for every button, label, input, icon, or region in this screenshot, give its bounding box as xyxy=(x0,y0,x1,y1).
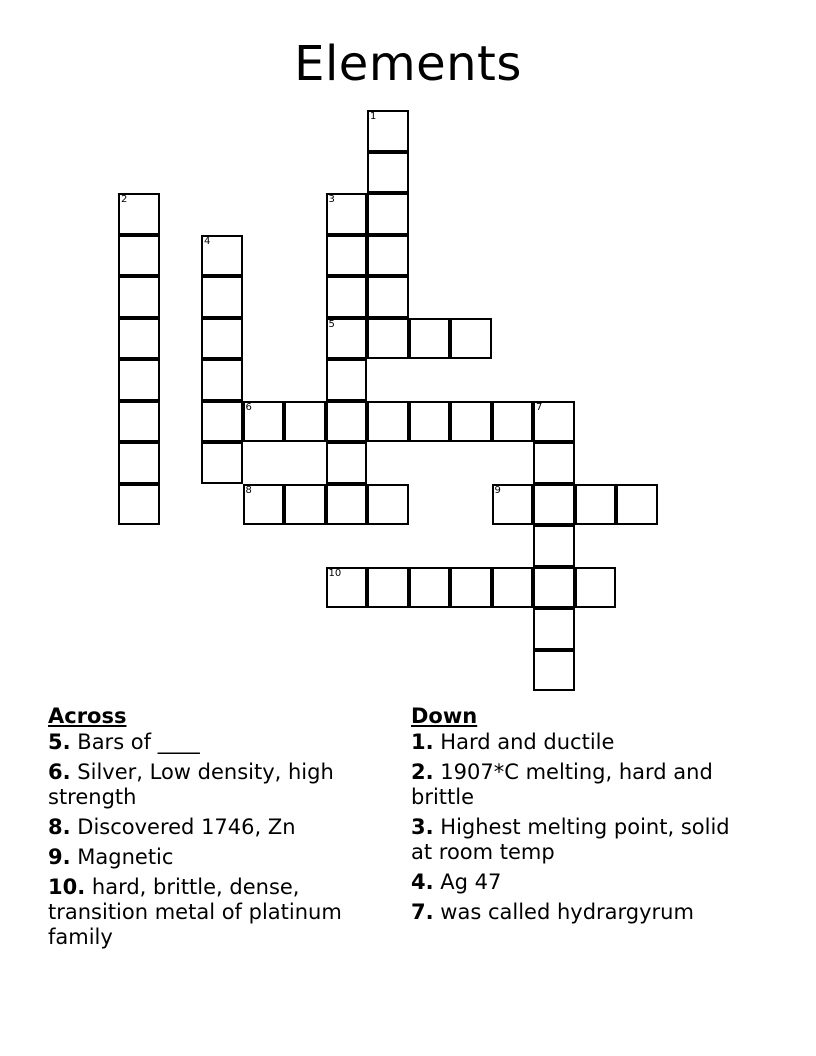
grid-cell[interactable] xyxy=(409,567,451,609)
clue-text: Hard and ductile xyxy=(440,730,615,754)
grid-cell[interactable] xyxy=(326,193,368,235)
grid-cell[interactable] xyxy=(326,442,368,484)
clue-text: Bars of ____ xyxy=(77,730,200,754)
across-clue-10 xyxy=(48,875,388,950)
grid-cell[interactable] xyxy=(326,484,368,526)
grid-cell[interactable] xyxy=(118,235,160,277)
clue-text: Magnetic xyxy=(77,845,174,869)
clue-number: 4. xyxy=(411,870,434,894)
cell-number: 8 xyxy=(245,484,252,496)
across-clue-8 xyxy=(48,815,388,840)
grid-cell[interactable] xyxy=(243,401,285,443)
grid-cell[interactable] xyxy=(575,567,617,609)
grid-cell[interactable] xyxy=(367,193,409,235)
clue-text: Highest melting point, solid at room temp xyxy=(411,815,730,864)
grid-cell[interactable] xyxy=(367,567,409,609)
clue-text: Discovered 1746, Zn xyxy=(77,815,296,839)
clue-number: 6. xyxy=(48,760,71,784)
cell-number: 7 xyxy=(536,401,543,413)
cell-number: 2 xyxy=(121,194,128,205)
cell-number: 9 xyxy=(494,484,501,496)
cell-number: 1 xyxy=(370,111,377,122)
grid-cell[interactable] xyxy=(367,484,409,526)
grid-cell[interactable] xyxy=(326,359,368,401)
grid-cell[interactable] xyxy=(616,484,658,526)
grid-cell[interactable] xyxy=(118,318,160,360)
grid-cell[interactable] xyxy=(326,401,368,443)
grid-cell[interactable] xyxy=(575,484,617,526)
grid-cell[interactable] xyxy=(118,484,160,526)
down-clues xyxy=(411,702,751,930)
grid-cell[interactable] xyxy=(201,359,243,401)
grid-cell[interactable] xyxy=(367,235,409,277)
across-clue-6 xyxy=(48,760,388,810)
clue-number: 3. xyxy=(411,815,434,839)
grid-cell[interactable] xyxy=(201,318,243,360)
cell-number: 6 xyxy=(245,401,252,413)
clue-number: 7. xyxy=(411,900,434,924)
grid-cell[interactable] xyxy=(367,401,409,443)
grid-cell[interactable] xyxy=(409,401,451,443)
grid-cell[interactable] xyxy=(118,401,160,443)
cell-number: 4 xyxy=(204,235,211,247)
cell-number: 10 xyxy=(328,567,342,579)
grid-cell[interactable] xyxy=(367,276,409,318)
grid-cell[interactable] xyxy=(533,525,575,567)
grid-cell[interactable] xyxy=(201,401,243,443)
grid-cell[interactable] xyxy=(326,567,368,609)
down-clue-1 xyxy=(411,730,751,755)
grid-cell[interactable] xyxy=(118,442,160,484)
grid-cell[interactable] xyxy=(118,276,160,318)
grid-cell[interactable] xyxy=(409,318,451,360)
clue-text: was called hydrargyrum xyxy=(440,900,694,924)
grid-cell[interactable] xyxy=(284,401,326,443)
across-clues xyxy=(48,702,388,955)
grid-cell[interactable] xyxy=(118,359,160,401)
across-clue-9 xyxy=(48,845,388,870)
grid-cell[interactable] xyxy=(492,567,534,609)
grid-cell[interactable] xyxy=(492,401,534,443)
grid-cell[interactable] xyxy=(201,276,243,318)
grid-cell[interactable] xyxy=(450,401,492,443)
clue-number: 1. xyxy=(411,730,434,754)
grid-cell[interactable] xyxy=(533,567,575,609)
grid-cell[interactable] xyxy=(533,608,575,650)
clue-number: 5. xyxy=(48,730,71,754)
cell-number: 5 xyxy=(328,318,335,330)
clue-text: hard, brittle, dense, transition metal of platinum family xyxy=(48,875,342,949)
clue-text: Ag 47 xyxy=(440,870,502,894)
grid-cell[interactable] xyxy=(118,193,160,235)
cell-number: 3 xyxy=(328,194,335,205)
across-clue-5 xyxy=(48,730,388,755)
grid-cell[interactable] xyxy=(367,110,409,152)
grid-cell[interactable] xyxy=(492,484,534,526)
grid-cell[interactable] xyxy=(201,235,243,277)
clue-number: 2. xyxy=(411,760,434,784)
grid-cell[interactable] xyxy=(450,318,492,360)
down-clue-4 xyxy=(411,870,751,895)
down-heading: Down xyxy=(411,704,478,728)
puzzle-title: Elements xyxy=(294,36,522,92)
clue-number: 8. xyxy=(48,815,71,839)
clue-number: 10. xyxy=(48,875,86,899)
grid-cell[interactable] xyxy=(533,650,575,692)
clue-text: 1907*C melting, hard and brittle xyxy=(411,760,713,809)
grid-cell[interactable] xyxy=(284,484,326,526)
grid-cell[interactable] xyxy=(533,442,575,484)
down-clue-2 xyxy=(411,760,751,810)
grid-cell[interactable] xyxy=(243,484,285,526)
across-heading: Across xyxy=(48,704,127,728)
down-clue-7 xyxy=(411,900,751,925)
grid-cell[interactable] xyxy=(533,484,575,526)
down-clue-3 xyxy=(411,815,751,865)
grid-cell[interactable] xyxy=(367,152,409,194)
grid-cell[interactable] xyxy=(326,318,368,360)
grid-cell[interactable] xyxy=(367,318,409,360)
clue-text: Silver, Low density, high strength xyxy=(48,760,334,809)
grid-cell[interactable] xyxy=(201,442,243,484)
grid-cell[interactable] xyxy=(326,276,368,318)
grid-cell[interactable] xyxy=(533,401,575,443)
grid-cell[interactable] xyxy=(450,567,492,609)
clue-number: 9. xyxy=(48,845,71,869)
grid-cell[interactable] xyxy=(326,235,368,277)
